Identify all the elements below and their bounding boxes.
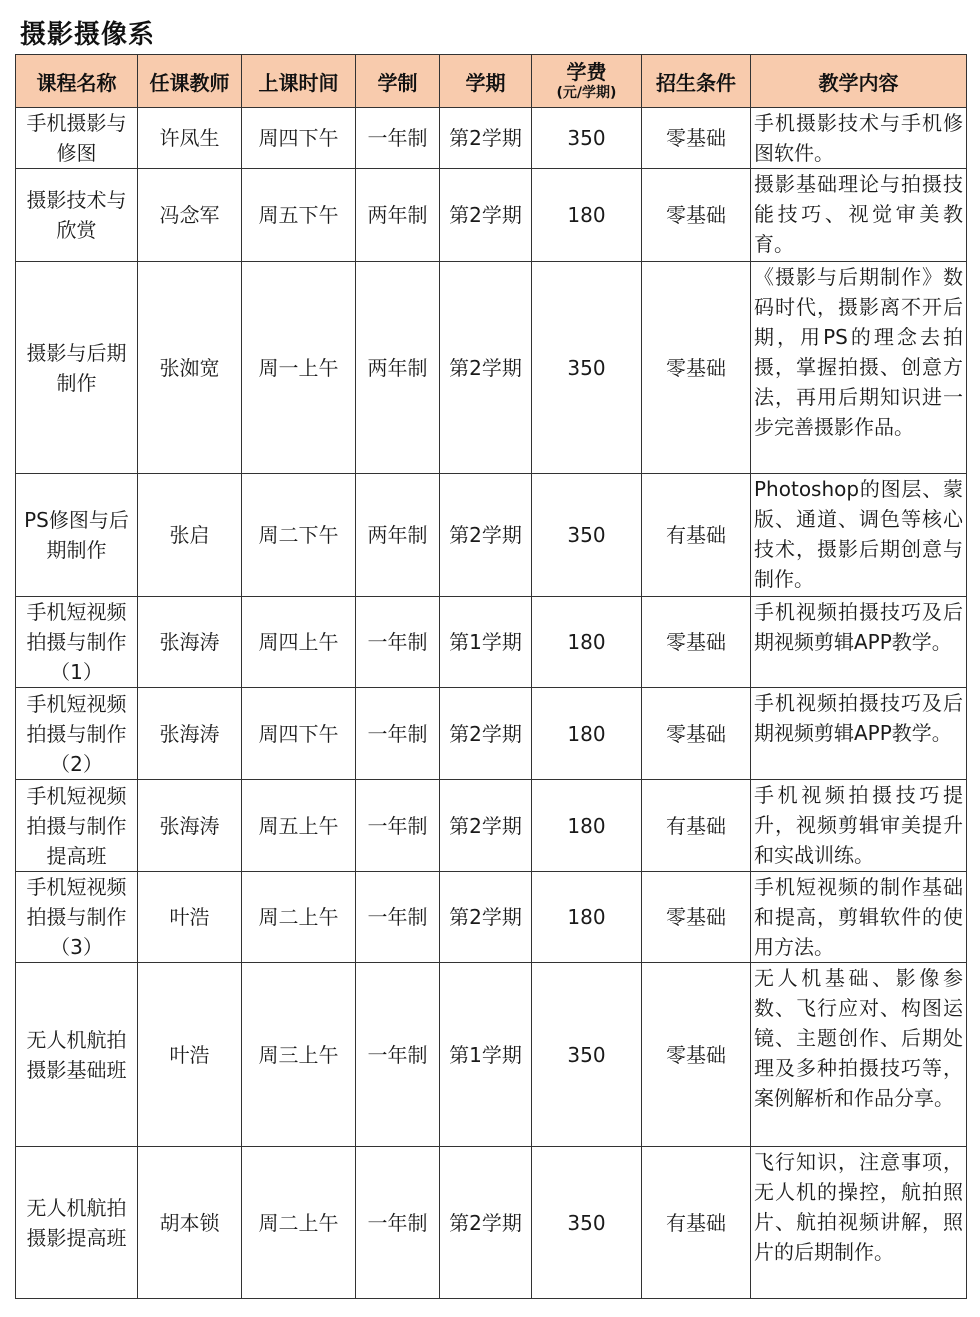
- fee: 180: [532, 688, 642, 780]
- enrollment-condition: 零基础: [642, 169, 751, 262]
- program-length: 一年制: [356, 597, 440, 688]
- class-time: 周二下午: [242, 474, 356, 597]
- header-enrollment-condition: 招生条件: [642, 55, 751, 108]
- class-time: 周四下午: [242, 108, 356, 169]
- table-row: [16, 688, 967, 780]
- enrollment-condition: 有基础: [642, 474, 751, 597]
- class-time: 周二上午: [242, 872, 356, 963]
- term: 第2学期: [440, 262, 532, 474]
- term: 第2学期: [440, 474, 532, 597]
- course-name: 手机短视频拍摄与制作（3）: [16, 872, 138, 963]
- enrollment-condition: 零基础: [642, 963, 751, 1147]
- fee: 180: [532, 169, 642, 262]
- header-course-content: 教学内容: [751, 55, 967, 108]
- fee: 350: [532, 963, 642, 1147]
- teacher: 张洳宽: [138, 262, 242, 474]
- table-row: [16, 169, 967, 262]
- class-time: 周五上午: [242, 780, 356, 872]
- header-teacher: 任课教师: [138, 55, 242, 108]
- course-name: 摄影与后期制作: [16, 262, 138, 474]
- fee: 180: [532, 597, 642, 688]
- course-content: 无人机基础、影像参数、飞行应对、构图运镜、主题创作、后期处理及多种拍摄技巧等，案例解析和作品分享。: [751, 963, 967, 1147]
- program-length: 一年制: [356, 1147, 440, 1299]
- header-class-time: 上课时间: [242, 55, 356, 108]
- teacher: 胡本锁: [138, 1147, 242, 1299]
- table-row: [16, 597, 967, 688]
- course-content: 手机视频拍摄技巧及后期视频剪辑APP教学。: [751, 597, 967, 688]
- course-name: 无人机航拍摄影提高班: [16, 1147, 138, 1299]
- fee: 180: [532, 872, 642, 963]
- term: 第2学期: [440, 688, 532, 780]
- enrollment-condition: 零基础: [642, 108, 751, 169]
- header-fee-unit: (元/学期): [556, 85, 617, 101]
- enrollment-condition: 有基础: [642, 1147, 751, 1299]
- program-length: 一年制: [356, 688, 440, 780]
- course-content: 手机视频拍摄技巧提升，视频剪辑审美提升和实战训练。: [751, 780, 967, 872]
- term: 第2学期: [440, 1147, 532, 1299]
- fee: 350: [532, 474, 642, 597]
- term: 第2学期: [440, 780, 532, 872]
- course-name: 手机摄影与修图: [16, 108, 138, 169]
- fee: 350: [532, 262, 642, 474]
- teacher: 叶浩: [138, 963, 242, 1147]
- teacher: 张海涛: [138, 780, 242, 872]
- teacher: 冯念军: [138, 169, 242, 262]
- program-length: 两年制: [356, 169, 440, 262]
- term: 第2学期: [440, 872, 532, 963]
- teacher: 张启: [138, 474, 242, 597]
- course-content: 手机短视频的制作基础和提高，剪辑软件的使用方法。: [751, 872, 967, 963]
- term: 第2学期: [440, 169, 532, 262]
- class-time: 周四上午: [242, 597, 356, 688]
- table-row: [16, 108, 967, 169]
- term: 第2学期: [440, 108, 532, 169]
- course-content: 手机摄影技术与手机修图软件。: [751, 108, 967, 169]
- enrollment-condition: 零基础: [642, 262, 751, 474]
- header-program-length: 学制: [356, 55, 440, 108]
- program-length: 一年制: [356, 872, 440, 963]
- course-name: PS修图与后期制作: [16, 474, 138, 597]
- enrollment-condition: 零基础: [642, 872, 751, 963]
- fee: 350: [532, 1147, 642, 1299]
- enrollment-condition: 有基础: [642, 780, 751, 872]
- course-content: 飞行知识，注意事项，无人机的操控，航拍照片、航拍视频讲解，照片的后期制作。: [751, 1147, 967, 1299]
- header-fee-label: 学费: [566, 60, 607, 84]
- teacher: 张海涛: [138, 597, 242, 688]
- course-content: 摄影基础理论与拍摄技能技巧、视觉审美教育。: [751, 169, 967, 262]
- course-name: 摄影技术与欣赏: [16, 169, 138, 262]
- enrollment-condition: 零基础: [642, 688, 751, 780]
- header-term: 学期: [440, 55, 532, 108]
- header-course-name: 课程名称: [16, 55, 138, 108]
- course-name: 手机短视频拍摄与制作（2）: [16, 688, 138, 780]
- fee: 350: [532, 108, 642, 169]
- class-time: 周一上午: [242, 262, 356, 474]
- table-row: [16, 474, 967, 597]
- enrollment-condition: 零基础: [642, 597, 751, 688]
- teacher: 叶浩: [138, 872, 242, 963]
- program-length: 两年制: [356, 474, 440, 597]
- program-length: 一年制: [356, 780, 440, 872]
- course-table: [15, 54, 967, 1299]
- course-content: Photoshop的图层、蒙版、通道、调色等核心技术，摄影后期创意与制作。: [751, 474, 967, 597]
- table-row: [16, 963, 967, 1147]
- course-content: 手机视频拍摄技巧及后期视频剪辑APP教学。: [751, 688, 967, 780]
- program-length: 一年制: [356, 108, 440, 169]
- course-name: 手机短视频拍摄与制作（1）: [16, 597, 138, 688]
- teacher: 张海涛: [138, 688, 242, 780]
- header-fee: [532, 55, 642, 108]
- class-time: 周三上午: [242, 963, 356, 1147]
- class-time: 周五下午: [242, 169, 356, 262]
- course-content: 《摄影与后期制作》数码时代，摄影离不开后期，用PS的理念去拍摄，掌握拍摄、创意方法，再用后期知识进一步完善摄影作品。: [751, 262, 967, 474]
- program-length: 两年制: [356, 262, 440, 474]
- class-time: 周二上午: [242, 1147, 356, 1299]
- program-length: 一年制: [356, 963, 440, 1147]
- course-name: 无人机航拍摄影基础班: [16, 963, 138, 1147]
- table-row: [16, 780, 967, 872]
- teacher: 许凤生: [138, 108, 242, 169]
- term: 第1学期: [440, 597, 532, 688]
- class-time: 周四下午: [242, 688, 356, 780]
- table-row: [16, 872, 967, 963]
- table-row: [16, 1147, 967, 1299]
- fee: 180: [532, 780, 642, 872]
- page-title: 摄影摄像系: [20, 20, 156, 50]
- table-row: [16, 262, 967, 474]
- term: 第1学期: [440, 963, 532, 1147]
- course-name: 手机短视频拍摄与制作提高班: [16, 780, 138, 872]
- table-header-row: [16, 55, 967, 108]
